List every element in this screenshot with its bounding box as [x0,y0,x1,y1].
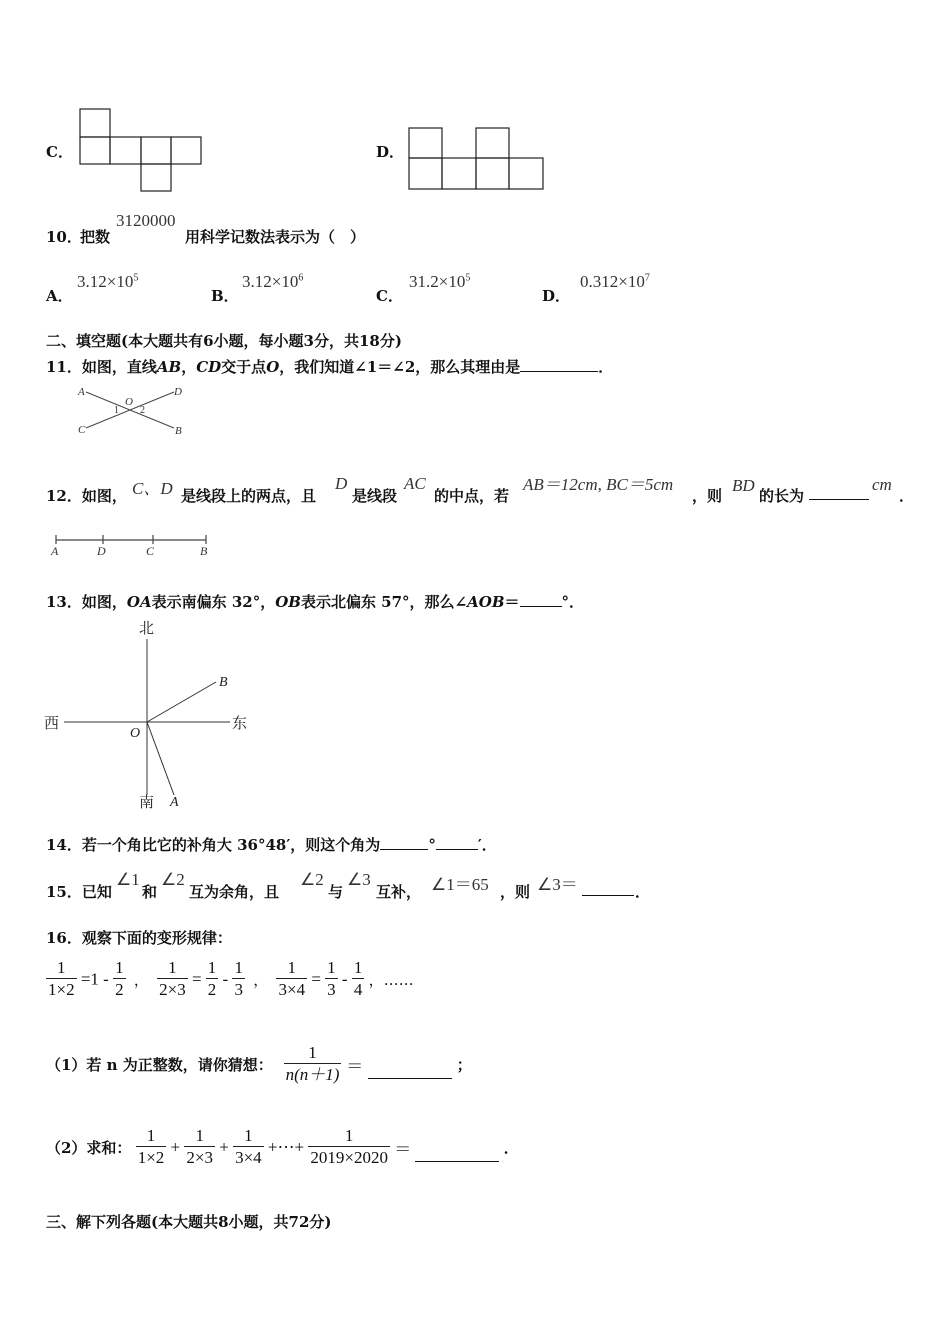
frac-1-over-n-n-plus-1: $\frac{1}{n(n+1)}$ [285,1043,340,1084]
q13-label-a: A [170,795,179,810]
option-value: $0.312\times 10^7$ [580,272,650,291]
q12-label-b: B [200,544,208,558]
q12-point-d: D [335,474,348,493]
q13-answer-blank[interactable] [520,592,562,607]
q16-part1-answer-blank[interactable] [368,1064,452,1079]
q12-answer-blank[interactable] [809,485,869,500]
q12-prefix: 12．如图， [46,487,127,505]
q15-angle-3: ∠3 [347,870,371,889]
option-value: $3.12\times 10^6$ [242,272,304,291]
q15-angle-2b: ∠2 [300,870,324,889]
q11-line-cd: CD [196,358,222,376]
q15-text: 和 [142,883,158,901]
q14-minute-symbol: ′． [477,836,497,854]
q16-part1-label: （1）若 n 为正整数，请你猜想： [46,1056,273,1074]
q13-text: ＝ [504,593,520,611]
section-2-heading: 二、填空题(本大题共有6小题，每小题3分，共18分) [46,332,402,350]
q11-text: 交于点 [221,358,267,376]
q13-label-east: 东 [232,716,248,732]
q12-text: ，则 [692,487,723,505]
option-label: A． [46,287,73,305]
q11-label-a: A [78,386,85,398]
q11-label-d: D [174,386,182,398]
option-value: $3.12\times 10^5$ [77,272,139,291]
equals: ＝ [394,1140,412,1159]
q15-given: ∠1＝65 [431,875,489,894]
frac-1-over-3: $\frac{1}{3}$ [327,958,336,999]
q11-comma: ， [181,358,197,376]
q11-point-o: O [266,358,280,376]
q12-text: 是线段上的两点，且 [181,487,317,505]
q9-option-c-label: C． [46,143,73,161]
q13-figure-compass [40,615,260,811]
q9-option-d-net-figure [407,126,547,192]
q12-end: ． [899,487,915,505]
q16-pattern [46,958,414,1008]
q12-text: 的中点，若 [434,487,510,505]
q11-answer-blank[interactable] [520,357,598,372]
question-14 [46,834,497,855]
q12-label-d: D [97,544,106,558]
ellipsis: ，…… [368,971,414,989]
frac-1-over-3x4: $\frac{1}{3\times 4}$ [278,958,306,999]
q13-label-b: B [219,675,228,690]
q12-figure-segment [46,530,216,560]
option-value: $31.2\times 10^5$ [409,272,471,291]
q11-text: 11．如图，直线 [46,358,157,376]
q9-option-d-label: D． [376,143,405,161]
frac-1-over-4: $\frac{1}{4}$ [353,958,363,999]
frac-1-over-3x4: $\frac{1}{3\times 4}$ [235,1126,262,1167]
option-label: D． [542,287,571,305]
minus: - [341,969,348,989]
q16-part2-end: ． [503,1139,519,1157]
q15-angle-2: ∠2 [161,870,185,889]
frac-1-over-2019x2020: $\frac{1}{2019\times 2020}$ [310,1126,388,1167]
q15-ask: ∠3＝ [537,875,578,894]
q12-segment-bd: BD [732,476,755,495]
option-label: C． [376,287,403,305]
q14-degrees-blank[interactable] [380,835,428,850]
q10-number: 3120000 [116,211,176,230]
q15-answer-blank[interactable] [582,881,634,896]
q13-text: 表示南偏东 32°， [151,593,276,611]
q15-angle-1: ∠1 [116,870,140,889]
q15-text: 互补， [376,883,422,901]
q14-text: 14．若一个角比它的补角大 36°48′，则这个角为 [46,836,381,854]
q10-options [46,270,746,306]
q15-text: 与 [328,883,344,901]
q16-part-1 [46,1043,472,1093]
question-11 [46,356,613,377]
q16-part1-end: ； [456,1056,472,1074]
q15-text: 15．已知 [46,883,112,901]
equals: = [191,969,202,989]
question-15 [46,866,746,902]
separator: ， [133,971,149,989]
frac-1-over-1x2: $\frac{1}{1\times 2}$ [48,958,75,999]
option-label: B． [211,287,239,305]
q15-text: 互为余角，且 [189,883,280,901]
frac-1-over-2: $\frac{1}{2}$ [115,958,124,999]
question-16-title: 16．观察下面的变形规律： [46,929,232,947]
q10-text-pre: 把数 [80,228,111,246]
q13-ray-oa: OA [126,593,152,611]
q12-label-a: A [51,544,59,558]
q13-end: °． [561,593,585,611]
separator: ， [253,971,269,989]
q13-ray-ob: OB [275,593,301,611]
question-13 [46,591,584,612]
q11-label-angle-1: 1 [114,405,119,416]
q13-label-south: 南 [139,795,155,811]
frac-1-over-2x3: $\frac{1}{2\times 3}$ [159,958,186,999]
equals: =1 - [80,969,109,989]
q12-text: 的长为 [759,487,805,505]
q10-prefix: 10． [46,228,82,246]
q11-label-o: O [125,396,133,408]
q11-end: ． [598,358,614,376]
q14-degree-symbol: ° [428,836,436,854]
q11-label-b: B [175,425,182,437]
q13-label-o: O [130,726,141,741]
q11-label-angle-2: 2 [140,405,145,416]
frac-1-over-3: $\frac{1}{3}$ [234,958,243,999]
question-12 [46,470,916,510]
frac-1-over-2: $\frac{1}{2}$ [207,958,217,999]
q15-text: ，则 [500,883,531,901]
plus: + [170,1137,181,1157]
q13-label-west: 西 [44,716,60,732]
q12-label-c: C [146,544,155,558]
q16-part2-label: （2）求和： [46,1139,132,1157]
q12-segment-ac: AC [404,474,426,493]
q13-label-north: 北 [139,621,155,637]
q12-given-lengths: AB＝12cm, BC＝5cm [523,475,674,494]
q11-figure-intersecting-lines [76,382,191,440]
q16-part2-answer-blank[interactable] [415,1147,499,1162]
section-3-heading: 三、解下列各题(本大题共8小题，共72分) [46,1213,332,1231]
q10-text-post: 用科学记数法表示为（ ） [185,228,366,246]
q11-text: ，我们知道∠1＝∠2，那么其理由是 [279,358,521,376]
q11-label-c: C [78,424,86,436]
q12-points-cd: C、D [132,479,173,498]
q11-line-ab: AB [156,358,182,376]
q12-unit: cm [872,475,892,494]
equals: = [311,969,321,989]
q15-end: ． [635,883,651,901]
equals: ＝ [346,1057,364,1076]
ellipsis-plus: +⋯+ [267,1137,305,1157]
plus: + [219,1137,229,1157]
frac-1-over-2x3: $\frac{1}{2\times 3}$ [186,1126,213,1167]
q13-text: 表示北偏东 57°，那么∠ [300,593,468,611]
q13-angle-aob: AOB [467,593,505,611]
q12-text: 是线段 [352,487,398,505]
q13-text: 13．如图， [46,593,127,611]
q9-option-c-net-figure [78,107,204,193]
frac-1-over-1x2: $\frac{1}{1\times 2}$ [137,1126,165,1167]
q14-minutes-blank[interactable] [436,835,478,850]
minus: - [222,969,229,989]
q16-part-2 [46,1126,519,1176]
